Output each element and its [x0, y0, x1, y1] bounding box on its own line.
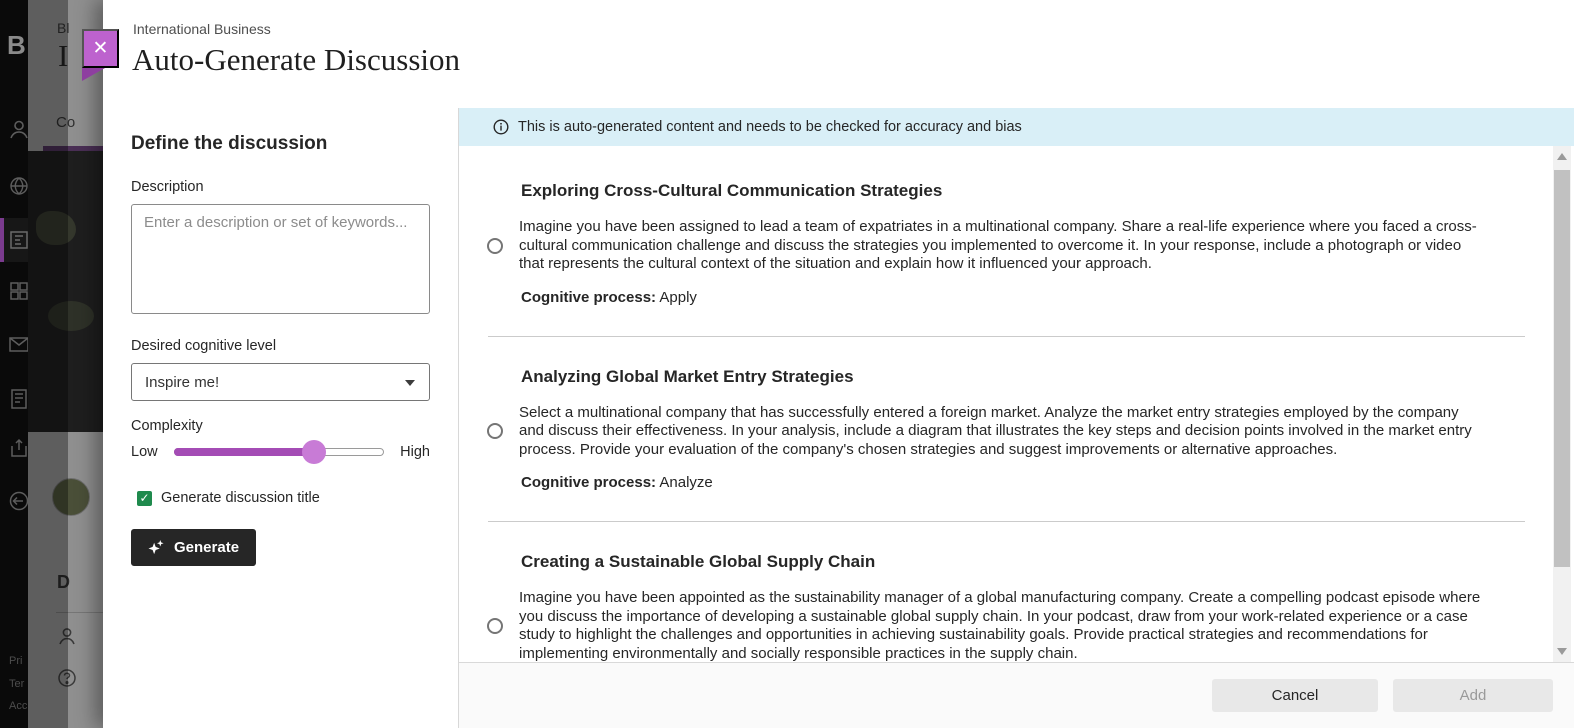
peek-course-title-fragment: I: [58, 38, 69, 73]
cognitive-process-value: Analyze: [659, 474, 713, 491]
slider-thumb[interactable]: [302, 440, 326, 464]
close-button[interactable]: [82, 29, 119, 68]
options-scroll-area: [459, 146, 1574, 662]
profile-icon: [8, 118, 28, 140]
app-logo: B: [7, 30, 26, 60]
scrollbar-thumb[interactable]: [1554, 170, 1570, 567]
discussion-option: [459, 552, 1574, 662]
terms-link: Ter: [9, 678, 25, 690]
slider-high-label: High: [400, 444, 430, 460]
option-radio[interactable]: [487, 423, 503, 439]
description-input[interactable]: [131, 204, 430, 314]
active-nav-purple-bar: [0, 218, 4, 262]
divider: [488, 521, 1525, 522]
close-button-fold: [82, 68, 105, 81]
panel-heading: Define the discussion: [131, 133, 328, 154]
option-body: Imagine you have been appointed as the sustainability manager of a global manufacturing company. Create a compelling podcast episode where you discuss the importance of developing a sustainable global supply chain. In your podcast, draw from your work-related experience or a case study to highlight the challenges and opportunities in achieving sustainability goals. Provide practical strategies and recommendations for implementing environmentally and socially responsible practices in the supply chain.: [519, 589, 1481, 662]
define-discussion-panel: [103, 108, 458, 728]
tools-icon: [8, 438, 28, 460]
slider-low-label: Low: [131, 444, 158, 460]
results-panel: [458, 108, 1574, 728]
cognitive-process-label: Cognitive process:: [521, 474, 657, 491]
close-icon: ✕: [92, 38, 109, 59]
generate-button-label: Generate: [174, 539, 240, 556]
scrollbar: [1553, 146, 1571, 662]
ai-content-banner: [459, 108, 1574, 146]
generate-button[interactable]: [131, 529, 256, 566]
info-icon: [493, 119, 509, 135]
peek-section-fragment: D: [57, 572, 70, 592]
globe-icon: [8, 175, 28, 197]
cognitive-process-value: Apply: [659, 288, 697, 306]
peek-breadcrumb-fragment: Bl: [57, 20, 70, 36]
cognitive-level-label: Desired cognitive level: [131, 338, 277, 354]
slider-track[interactable]: [174, 448, 385, 456]
cognitive-process-line: [521, 289, 1574, 306]
complexity-label: Complexity: [131, 418, 203, 434]
messages-icon: [8, 333, 28, 355]
option-body: Imagine you have been assigned to lead a team of expatriates in a multinational company. Share a real-life experience where you faced a cross-cultural communication challenge and discuss the strategies you implemented to overcome it. In your response, include a photograph or video that represents the cultural context of the situation and explain how it influenced your approach.: [519, 218, 1477, 272]
description-label: Description: [131, 179, 204, 195]
banner-text: This is auto-generated content and needs to be checked for accuracy and bias: [518, 119, 1022, 135]
dim-overlay: [28, 0, 68, 728]
cognitive-process-label: Cognitive process:: [521, 288, 657, 306]
cognitive-level-value: Inspire me!: [145, 373, 220, 391]
privacy-link: Pri: [9, 655, 23, 667]
breadcrumb: International Business: [133, 21, 271, 37]
peek-tab-fragment: Co: [56, 114, 76, 131]
discussion-option: [459, 367, 1574, 492]
option-radio[interactable]: [487, 238, 503, 254]
dialog-footer: [459, 662, 1574, 728]
option-title: Analyzing Global Market Entry Strategies: [521, 366, 854, 386]
page-title: Auto-Generate Discussion: [132, 42, 460, 77]
auto-generate-discussion-panel: [92, 0, 1574, 728]
chevron-down-icon: [405, 380, 415, 386]
divider: [488, 336, 1525, 337]
complexity-slider: [131, 444, 430, 460]
add-button[interactable]: Add: [1393, 679, 1553, 712]
dimmed-course-peek: [28, 0, 103, 728]
scrollbar-down-arrow[interactable]: [1557, 648, 1567, 655]
accessibility-link: Acc: [9, 700, 28, 712]
sparkles-icon: [148, 539, 165, 556]
cancel-button[interactable]: Cancel: [1212, 679, 1378, 712]
slider-fill: [174, 448, 314, 456]
active-nav-highlight: [0, 218, 28, 262]
option-title: Creating a Sustainable Global Supply Chain: [521, 552, 876, 571]
checkbox-checked-icon[interactable]: ✓: [137, 491, 152, 506]
organizations-icon: [8, 280, 28, 302]
option-body: Select a multinational company that has successfully entered a foreign market. Analyze the market entry strategies employed by the company and discuss their effectiveness. In your analysis, include a diagram that illustrates the key steps and decision points involved in the market entry process. Provide your evaluation of the company's chosen strategies and suggest improvements or alternative approaches.: [519, 403, 1472, 458]
sign-out-icon: [8, 490, 28, 512]
cognitive-level-select[interactable]: [131, 363, 430, 401]
generate-title-checkbox-row[interactable]: [131, 490, 432, 506]
discussion-option: [459, 181, 1574, 306]
base-nav-rail: [0, 0, 28, 728]
courses-icon: [8, 229, 28, 251]
option-title: Exploring Cross-Cultural Communication Strategies: [521, 181, 943, 200]
scrollbar-up-arrow[interactable]: [1557, 153, 1567, 160]
option-radio[interactable]: [487, 618, 503, 634]
generate-title-label: Generate discussion title: [161, 490, 320, 506]
cognitive-process-line: [521, 474, 1574, 491]
grades-icon: [8, 388, 28, 410]
